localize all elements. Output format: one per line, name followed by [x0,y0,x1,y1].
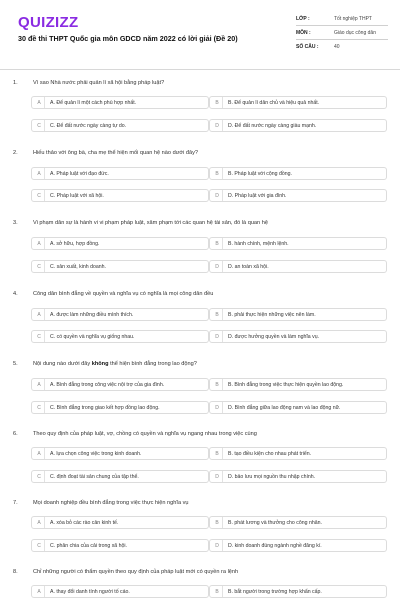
option-letter: D [212,190,223,201]
question-number: 2. [13,150,18,156]
option-text: C. có quyền và nghĩa vụ giống nhau. [50,333,135,340]
option-text: A. Để quản lí một cách phù hợp nhất. [50,99,137,106]
option-a[interactable] [31,585,209,598]
option-text: B. Để quản lí dân chủ và hiệu quả nhất. [228,99,320,106]
question-text: Mọi doanh nghiệp đều bình đẳng trong việc thực hiện nghĩa vụ [33,500,189,506]
option-a[interactable] [31,237,209,250]
option-a[interactable] [31,167,209,180]
option-text: B. tạo điều kiện cho nhau phát triển. [228,450,312,457]
option-text: A. Bình đẳng trong công việc nội trợ của gia đình. [50,381,165,388]
option-text: D. an toàn xã hội. [228,263,269,270]
question-text-before: Nội dung nào dưới đây [33,361,92,367]
question-number: 3. [13,220,18,226]
option-letter: B [212,517,223,528]
option-d[interactable] [209,189,387,202]
option-d[interactable] [209,401,387,414]
option-text: B. phát lương và thưởng cho công nhân. [228,519,322,526]
option-b[interactable] [209,585,387,598]
quizizz-logo: QUIZIZZ [18,14,79,31]
option-letter: D [212,540,223,551]
option-text: D. kinh doanh đúng ngành nghề đăng kí. [228,542,322,549]
question-text [33,361,393,367]
question-number: 5. [13,361,18,367]
option-letter: D [212,471,223,482]
option-b[interactable] [209,237,387,250]
option-d[interactable] [209,119,387,132]
option-text: C. Bình đẳng trong giao kết hợp đồng lao động. [50,404,160,411]
option-c[interactable] [31,401,209,414]
option-b[interactable] [209,308,387,321]
question-text: Vi phạm dân sự là hành vi vi phạm pháp luật, xâm phạm tới các quan hệ tài sản, đó là quan hệ [33,220,268,226]
option-letter: A [34,448,45,459]
option-c[interactable] [31,119,209,132]
option-a[interactable] [31,96,209,109]
option-letter: A [34,379,45,390]
option-letter: C [34,190,45,201]
option-letter: D [212,331,223,342]
option-text: A. sở hữu, hợp đồng. [50,240,100,247]
option-text: A. lựa chọn công việc trong kinh doanh. [50,450,142,457]
option-text: A. được làm những điều mình thích. [50,311,134,318]
option-letter: D [212,402,223,413]
option-letter: B [212,97,223,108]
option-a[interactable] [31,308,209,321]
option-letter: C [34,540,45,551]
header-divider [0,69,400,70]
option-a[interactable] [31,378,209,391]
option-text: C. phân chia của cải trong xã hội. [50,542,127,549]
option-d[interactable] [209,330,387,343]
question-text: Theo quy định của pháp luật, vợ, chồng có quyền và nghĩa vụ ngang nhau trong việc cùng [33,431,257,437]
option-b[interactable] [209,167,387,180]
question-text: Chỉ những người có thẩm quyền theo quy định của pháp luật mới có quyền ra lệnh [33,569,239,575]
option-letter: A [34,517,45,528]
option-letter: B [212,309,223,320]
option-c[interactable] [31,189,209,202]
option-text: D. Bình đẳng giữa lao động nam và lao động nữ. [228,404,341,411]
option-text: D. Pháp luật với gia đình. [228,192,287,199]
meta-label: LỚP : [296,15,310,22]
option-letter: A [34,586,45,597]
option-a[interactable] [31,447,209,460]
option-text: D. được hưởng quyền và làm nghĩa vụ. [228,333,320,340]
option-letter: B [212,238,223,249]
option-c[interactable] [31,470,209,483]
option-letter: C [34,402,45,413]
question-number: 6. [13,431,18,437]
option-letter: A [34,168,45,179]
option-letter: A [34,238,45,249]
option-letter: D [212,261,223,272]
option-text: C. định đoạt tài sản chung của tập thể. [50,473,139,480]
meta-table [296,12,388,54]
option-c[interactable] [31,539,209,552]
meta-row-grade [296,12,388,26]
question-text-emphasis: không [91,361,109,367]
option-letter: C [34,120,45,131]
meta-row-subject [296,26,388,40]
option-letter: C [34,261,45,272]
option-c[interactable] [31,330,209,343]
meta-value: 40 [334,44,340,50]
page-header [0,0,400,68]
question-text: Công dân bình đẳng về quyền và nghĩa vụ có nghĩa là mọi công dân đều [33,291,214,297]
option-b[interactable] [209,96,387,109]
question-number: 4. [13,291,18,297]
option-b[interactable] [209,516,387,529]
option-letter: B [212,379,223,390]
meta-label: MÔN : [296,29,311,36]
option-text: C. sản xuất, kinh doanh. [50,263,106,270]
option-letter: B [212,448,223,459]
option-letter: B [212,586,223,597]
meta-row-count [296,40,388,54]
option-letter: A [34,97,45,108]
option-text: D. bảo lưu mọi nguồn thu nhập chính. [228,473,316,480]
option-text: A. thay đổi danh tính người tố cáo. [50,588,130,595]
question-text: Vì sao Nhà nước phải quản lí xã hội bằng pháp luật? [33,80,165,86]
question-number: 1. [13,80,18,86]
option-text: A. Pháp luật với đạo đức. [50,170,109,177]
option-text: B. Pháp luật với cộng đồng. [228,170,292,177]
option-d[interactable] [209,260,387,273]
option-letter: C [34,331,45,342]
option-letter: A [34,309,45,320]
option-text: D. Để đất nước ngày càng giàu mạnh. [228,122,317,129]
option-text: B. hành chính, mệnh lệnh. [228,240,289,247]
option-letter: C [34,471,45,482]
option-d[interactable] [209,470,387,483]
question-number: 8. [13,569,18,575]
option-text: A. xóa bỏ các rào cản kinh tế. [50,519,119,526]
option-d[interactable] [209,539,387,552]
question-number: 7. [13,500,18,506]
option-text: C. Để đất nước ngày càng tự do. [50,122,127,129]
option-b[interactable] [209,447,387,460]
meta-value: Giáo dục công dân [334,29,376,36]
page-title: 30 đề thi THPT Quốc gia môn GDCD năm 2022 có lời giải (Đề 20) [18,34,238,43]
meta-label: SỐ CÂU : [296,44,319,50]
option-text: B. Bình đẳng trong việc thực hiện quyền lao động. [228,381,344,388]
option-text: B. bắt người trong trường hợp khẩn cấp. [228,588,322,595]
option-c[interactable] [31,260,209,273]
option-b[interactable] [209,378,387,391]
question-text: Hiếu thảo với ông bà, cha mẹ thể hiện mối quan hệ nào dưới đây? [33,150,199,156]
option-text: B. phải thực hiện những việc nên làm. [228,311,316,318]
option-letter: B [212,168,223,179]
option-a[interactable] [31,516,209,529]
option-letter: D [212,120,223,131]
meta-value: Tốt nghiệp THPT [334,15,372,22]
option-text: C. Pháp luật với xã hội. [50,192,104,199]
question-text-after: thể hiện bình đẳng trong lao động? [108,361,197,367]
